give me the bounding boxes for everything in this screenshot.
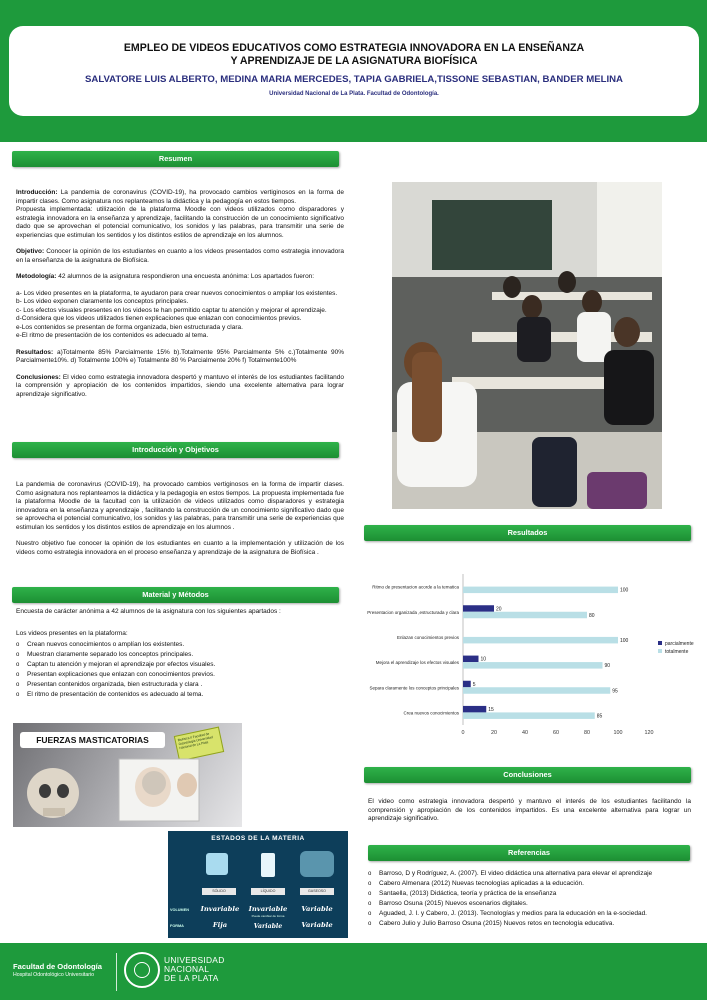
classroom-photo-drawing: [392, 182, 662, 509]
liquid-glass-icon: [261, 853, 275, 877]
x-tick-label: 120: [644, 730, 654, 736]
value-label-totalmente: 95: [612, 688, 618, 695]
poster-title-line1: EMPLEO DE VIDEOS EDUCATIVOS COMO ESTRATEGIA INNOVADORA EN LA ENSEÑANZA: [123, 42, 585, 54]
poster-title-line2: Y APRENDIZAJE DE LA ASIGNATURA BIOFÍSICA: [230, 55, 478, 67]
results-chart: [350, 570, 696, 745]
footer-divider: [116, 953, 117, 991]
list-item: o Muestran claramente separado los conceptos principales.: [16, 650, 344, 660]
row-forma-note: Puede cambiar de forma: [251, 914, 285, 918]
row-volumen-label: VOLUMEN: [170, 908, 189, 912]
resumen-item-a: a- Los video presentes en la plataforma, te ayudaron para crear nuevos conocimientos o ampliar los existentes.: [16, 289, 338, 297]
value-label-parcialmente: 5: [472, 681, 476, 688]
section-header-resultados: Resultados: [364, 525, 691, 541]
footer-hospital: Hospital Odontológico Universitario: [13, 972, 95, 978]
value-label-totalmente: 100: [620, 587, 629, 594]
resumen-metodologia-label: Metodología:: [16, 273, 57, 280]
fuerzas-sticker: Biofisica II Facultad de Odontologia Universidad Nacional de La Plata: [174, 727, 224, 762]
footer-university-1: UNIVERSIDAD: [164, 955, 225, 965]
bar-totalmente: [463, 712, 595, 719]
list-item: o Presentan contenidos organizada, bien estructurada y clara .: [16, 680, 344, 690]
category-label: Separa claramente los conceptos principales: [369, 685, 459, 691]
bar-parcialmente: [463, 681, 471, 688]
category-label: Mejora el aprendizaje los efectos visuales: [375, 660, 459, 666]
resumen-item-b: b- Los video exponen claramente los conceptos principales.: [16, 298, 189, 305]
skull-drawing: [13, 723, 242, 827]
value-label-totalmente: 100: [620, 637, 629, 644]
resumen-resultados-label: Resultados:: [16, 348, 54, 356]
material-list-title: Los videos presentes en la plataforma:: [16, 629, 128, 637]
resumen-objetivo-text: Conocer la opinión de los estudiantes en cuanto a los videos presentados como estrategia innovadora en la enseñanza de la asignatura de Biofísica.: [16, 248, 344, 264]
section-header-material: Material y Métodos: [12, 587, 339, 603]
resumen-metodologia-text: 42 alumnos de la asignatura respondieron una encuesta anónima: Los apartados fueron:: [56, 273, 315, 280]
resumen-intro-text: La pandemia de coronavirus (COVID-19), ha provocado cambios vertiginosos en la forma de impartir clases. Como asignatura nos replanteamos la didáctica y la pedagogía en estos tiempos.: [16, 189, 344, 205]
list-item: o Aguaded, J. I. y Cabero, J. (2013). Tecnologías y medios para la educación en la e-sociedad.: [368, 909, 691, 919]
resumen-intro-label: Introducción:: [16, 189, 58, 196]
list-item: o El ritmo de presentación de contenidos es adecuado al tema.: [16, 690, 344, 700]
bar-totalmente: [463, 587, 618, 594]
bar-totalmente: [463, 662, 603, 669]
resumen-conclusiones-label: Conclusiones:: [16, 373, 61, 381]
footer-band: [0, 943, 707, 1000]
header-card: [9, 26, 699, 116]
category-label: Enlazan conocimientos previos: [396, 634, 459, 640]
university-seal-icon: [124, 952, 160, 988]
fuerzas-title: FUERZAS MASTICATORIAS: [20, 732, 165, 748]
classroom-photo: [392, 182, 662, 509]
resumen-body: [16, 189, 344, 407]
bar-parcialmente: [463, 656, 479, 663]
resumen-item-f: e-El ritmo de presentación de los contenidos es adecuado al tema.: [16, 332, 209, 339]
gas-cloud-icon: [300, 851, 334, 877]
row-volumen-gaseoso: Variable: [301, 905, 333, 913]
authors: SALVATORE LUIS ALBERTO, MEDINA MARIA MERCEDES, TAPIA GABRIELA,TISSONE SEBASTIAN, BANDER MELINA: [85, 74, 623, 85]
legend-swatch-totalmente: [658, 649, 662, 653]
bar-parcialmente: [463, 605, 494, 612]
row-forma-liquido: Variable: [253, 923, 283, 930]
bar-totalmente: [463, 612, 587, 619]
x-tick-label: 80: [584, 730, 590, 736]
affiliation: Universidad Nacional de La Plata. Facultad de Odontología.: [269, 91, 439, 97]
category-label: Crea nuevos conocimientos: [403, 710, 459, 716]
row-forma-gaseoso: Variable: [301, 921, 333, 929]
list-item: o Crean nuevos conocimientos o amplían los existentes.: [16, 640, 344, 650]
list-item: o Cabero Almenara (2012) Nuevas tecnologías aplicadas a la educación.: [368, 879, 691, 889]
resumen-conclusiones-text: El video como estrategia innovadora despertó y mantuvo el interés de los estudiantes facilitando la comprensión y apropiación de los contenidos impartidos, siendo una excelente alternativa para lograr aprendizaje significativo.: [16, 373, 344, 398]
resumen-item-e: e-Los contenidos se presentan de forma organizada, bien estructurada y clara.: [16, 323, 243, 331]
section-header-resumen: Resumen: [12, 151, 339, 167]
resumen-propuesta: Propuesta implementada: utilización de la plataforma Moodle con videos utilizados como disparadores y estrategia innovadora en la enseñanza y aprendizaje, facilitando la construcción de un conocimiento significativo dado que se aprovechan el potencial comunicativo, los sonidos y las palabras, para transmitir una serie de experiencias que estimulan los sentidos y los distintos estilos de aprendizaje en los alumnos.: [16, 206, 344, 239]
conclusiones-body: El video como estrategia innovadora despertó y mantuvo el interés de los estudiantes facilitando la comprensión y apropiación de los contenidos impartidos. Es una excelente alternativa para lograr un aprendizaje significativo.: [368, 798, 691, 822]
resumen-item-d: d-Considera que los videos utilizados tienen explicaciones que enlazan con conocimientos previos.: [16, 315, 302, 322]
list-item: o Barroso, D y Rodríguez, A. (2007). El video didáctica una alternativa para elevar el aprendizaje: [368, 869, 691, 879]
referencias-body: [368, 869, 691, 929]
bar-totalmente: [463, 637, 618, 644]
list-item: o Cabero Julio y Julio Barroso Osuna (2015) Nuevos retos en tecnología educativa.: [368, 919, 691, 929]
x-tick-label: 40: [522, 730, 528, 736]
value-label-parcialmente: 15: [488, 706, 494, 713]
x-tick-label: 0: [461, 730, 465, 736]
footer-faculty: Facultad de Odontología: [13, 962, 103, 971]
col-gaseoso: GASEOSO: [300, 888, 334, 895]
row-volumen-solido: Invariable: [200, 905, 240, 913]
resumen-item-c: c- Los efectos visuales presentes en los videos te han permitido captar tu atención y mejorar el aprendizaje.: [16, 306, 327, 314]
solid-cube-icon: [206, 853, 228, 875]
list-item: o Presentan explicaciones que enlazan con conocimientos previos.: [16, 670, 344, 680]
estados-title: ESTADOS DE LA MATERIA: [211, 835, 305, 842]
fuerzas-masticatorias-image: [13, 723, 242, 827]
resumen-resultados-text: a)Totalmente 85% Parcialmente 15% b).Totalmente 95% Parcialmente 5% c.)Totalmente 90% Parcialmente10%. d) Totalmente 100% e) Totalmente 80 % Parcialmente 20% f) Totalmente100%: [16, 348, 344, 364]
x-tick-label: 20: [491, 730, 497, 736]
value-label-totalmente: 90: [604, 663, 611, 670]
list-item: o Santaella, (2013) Didáctica, teoría y práctica de la enseñanza: [368, 889, 691, 899]
row-forma-solido: Fija: [212, 921, 228, 929]
section-header-conclusiones: Conclusiones: [364, 767, 691, 783]
x-tick-label: 100: [613, 730, 623, 736]
col-solido: SÓLIDO: [202, 888, 236, 895]
introduccion-body: [16, 481, 344, 565]
material-intro: Encuesta de carácter anónima a 42 alumnos de la asignatura con los siguientes apartados :: [16, 608, 281, 615]
section-header-introduccion: Introducción y Objetivos: [12, 442, 339, 458]
footer-university-3: DE LA PLATA: [164, 973, 219, 983]
category-label: Presentacion organizada ,estructurada y clara: [367, 609, 459, 615]
bar-parcialmente: [463, 706, 486, 713]
legend-label-parcialmente: parcialmente: [665, 641, 694, 647]
category-label: Ritmo de presentacion acorde a la tematica: [372, 584, 459, 590]
legend-label-totalmente: totalmente: [665, 649, 689, 655]
introduccion-p2: Nuestro objetivo fue conocer la opinión de los estudiantes en cuanto a la implementación y utilización de los videos como estrategia innovadora en el proceso enseñanza y aprendizaje de la asignatura de Biofísica .: [16, 540, 344, 556]
value-label-totalmente: 85: [596, 713, 603, 720]
row-volumen-liquido: Invariable: [248, 905, 288, 913]
value-label-totalmente: 80: [589, 612, 595, 619]
value-label-parcialmente: 10: [480, 656, 487, 663]
legend-swatch-parcialmente: [658, 641, 662, 645]
x-tick-label: 60: [553, 730, 559, 736]
bar-totalmente: [463, 687, 610, 694]
referencias-list: [368, 869, 691, 929]
introduccion-p1: La pandemia de coronavirus (COVID-19), ha provocado cambios vertiginosos en la forma de impartir clases. Como asignatura nos replanteamos la didáctica y la pedagogía en estos tiempos. La propuesta implementada fue la plataforma Moodle de la facultad con la utilización de videos utilizados como disparadores y estrategia innovadora en la enseñanza y aprendizaje , facilitando la construcción de un conocimiento significativo dado que se aprovecha el potencial comunicativo, los sonidos y las palabras, para transmitir una serie de experiencias que estimulan los sentidos y los distintos estilos de aprendizaje en los alumnos .: [16, 481, 344, 531]
footer-university-2: NACIONAL: [164, 964, 210, 974]
material-list: [16, 640, 344, 700]
row-forma-label: FORMA: [170, 924, 184, 928]
material-body: [16, 608, 344, 700]
list-item: o Captan tu atención y mejoran el aprendizaje por efectos visuales.: [16, 660, 344, 670]
section-header-referencias: Referencias: [368, 845, 690, 861]
value-label-parcialmente: 20: [496, 606, 502, 613]
estados-materia-image: [168, 831, 348, 938]
col-liquido: LÍQUIDO: [251, 888, 285, 895]
resumen-objetivo-label: Objetivo:: [16, 248, 45, 255]
list-item: o Barroso Osuna (2015) Nuevos escenarios digitales.: [368, 899, 691, 909]
